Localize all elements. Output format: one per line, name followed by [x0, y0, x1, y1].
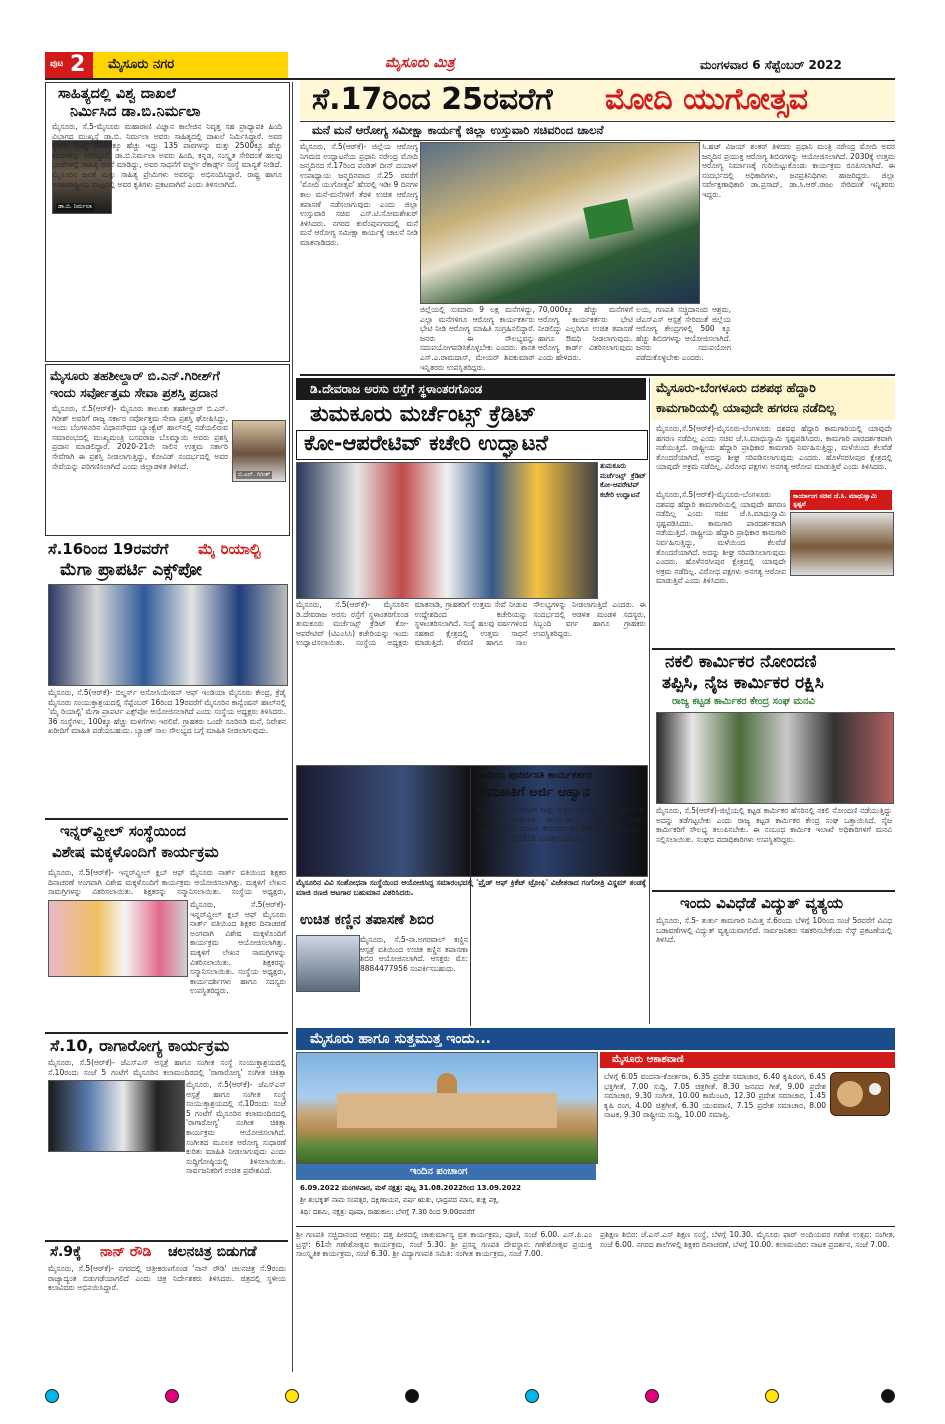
left-story4-body: ಮೈಸೂರು, ಸೆ.5(ಆರ್‌ಕೆ)- ಇನ್ನರ್‌ವ್ಹೀಲ್ ಕ್ಲಬ್ ಆಫ್ ಮೈಸೂರು ನಾರ್ತ್ ವತಿಯಿಂದ ಶಿಕ್ಷಕರ ದಿನಾಚರಣೆ ಅಂಗವಾಗಿ ವಿಶೇಷ ಮಕ್ಕಳೊಂದಿಗೆ ಕಾರ್ಯಕ್ರಮ ಆಯೋಜಿಸಲಾಗಿತ್ತು. ಮಕ್ಕಳಿಗೆ ಲೇಖನ ಸಾಮಗ್ರಿಗಳನ್ನು ವಿತರಿಸಲಾಯಿತು. ಶಿಕ್ಷಕರನ್ನು ಸನ್ಮಾನಿಸಲಾಯಿತು. ಸಂಸ್ಥೆಯ ಅಧ್ಯಕ್ಷರು, — [48, 868, 286, 897]
mid-story2-photo — [296, 935, 360, 992]
mid-story-headline1: ತುಮಕೂರು ಮರ್ಚೆಂಟ್ಸ್ ಕ್ರೆಡಿಟ್ — [310, 402, 537, 427]
left-story2-headline1: ಮೈಸೂರು ತಹಶೀಲ್ದಾರ್ ಬಿ.ಎನ್.ಗಿರೀಶ್‌ಗೆ — [50, 368, 220, 383]
section-name: ಮೈಸೂರು ನಗರ — [108, 57, 175, 72]
panchanga-line1: 6.09.2022 ಮಂಗಳವಾರ, ಮಳೆ ನಕ್ಷತ್ರ: ಪುಬ್ಬ 31.08.2022ರಿಂದ 13.09.2022 — [300, 1184, 522, 1192]
bottom-rule — [296, 1226, 895, 1227]
left-story5-photo — [48, 1080, 185, 1152]
left-story6-headline-red: ನಾನ್ ರೌಡಿ — [100, 1244, 152, 1260]
lead-col4: ಲಯ, ಗಣಪತಿ ಸಚ್ಚಿದಾನಂದ ಆಶ್ರಮ, ಜೆಎಸ್‌ಎಸ್ ಆಸ್ಪತ್ರೆ ಸೇರಿದಂತೆ ಜಿಲ್ಲೆಯ ಆರೋಗ್ಯ ಕೇಂದ್ರಗಳಲ್ಲಿ 500 ಕ್ಕೂ ಹೆಚ್ಚು ಶಿಬಿರಗಳನ್ನು ಆಯೋಜಿಸಲಾಗಿದೆ. ಜನರು ಸದುಪಯೋಗ ಪಡೆದುಕೊಳ್ಳಬೇಕು ಎಂದರು. — [636, 305, 731, 362]
paper-name: ಮೈಸೂರು ಮಿತ್ರ — [385, 55, 455, 71]
mid-story3-body: ಮೈಸೂರು, ಸೆ.5-ಮಹಿಳಾ ಮತ್ತು ಮಕ್ಕಳ ಅಭಿವೃದ್ಧಿ ಇಲಾಖೆ ವತಿಯಿಂದ ಗ್ರಾಮೀಣ ಪುನರ್ವಸತಿ ಕಾರ್ಯಕರ್ತರ ನೇಮಕಾತಿಗೆ ಅರ್ಜಿ ಆಹ್ವಾನಿಸಲಾಗಿದೆ. ಮಾಸಿಕ ಗೌರವಧನ ರೂ.6000 ನೀಡಲಾಗುವುದು. ಆಸಕ್ತರು ದೂ: 83829 ಸಂಪರ್ಕಿಸಬಹುದು. — [476, 805, 644, 843]
reg-mark-1 — [45, 1389, 59, 1403]
left-story5-rule — [45, 1032, 288, 1034]
right-story2-body: ಮೈಸೂರು, ಸೆ.5(ಆರ್‌ಕೆ)-ಜಿಲ್ಲೆಯಲ್ಲಿ ಕಟ್ಟಡ ಕಾರ್ಮಿಕರ ಹೆಸರಿನಲ್ಲಿ ನಕಲಿ ನೋಂದಣಿ ನಡೆಯುತ್ತಿದ್ದು ಅದನ್ನು ತಡೆಗಟ್ಟಬೇಕು ಎಂದು ರಾಜ್ಯ ಕಟ್ಟಡ ಕಾರ್ಮಿಕರ ಕೇಂದ್ರ ಸಂಘ ಒತ್ತಾಯಿಸಿದೆ. ನೈಜ ಕಾರ್ಮಿಕರಿಗೆ ಸೌಲಭ್ಯ ತಲುಪಿಸಬೇಕು. ಈ ಸಂಬಂಧ ಕಾರ್ಮಿಕ ಇಲಾಖೆ ಅಧಿಕಾರಿಗಳಿಗೆ ಮನವಿ ಸಲ್ಲಿಸಲಾಯಿತು. ಸಂಘದ ಪದಾಧಿಕಾರಿಗಳು ಉಪಸ್ಥಿತರಿದ್ದರು. — [656, 806, 892, 844]
reg-mark-3 — [285, 1389, 299, 1403]
lead-subhead: ಮನೆ ಮನೆ ಆರೋಗ್ಯ ಸಮೀಕ್ಷಾ ಕಾರ್ಯಕ್ಕೆ ಜಿಲ್ಲಾ ಉಸ್ತುವಾರಿ ಸಚಿವರಿಂದ ಚಾಲನೆ — [312, 123, 604, 137]
lead-bottom-rule — [300, 374, 895, 376]
right-story1-body-cont: ಮೈಸೂರು,ಸೆ.5(ಆರ್‌ಕೆ)-ಮೈಸೂರು-ಬೆಂಗಳೂರು ದಶಪಥ ಹೆದ್ದಾರಿ ಕಾಮಗಾರಿಯಲ್ಲಿ ಯಾವುದೇ ಹಗರಣ ನಡೆದಿಲ್ಲ ಎಂದು ಸಚಿವ ಜೆ.ಸಿ.ಮಾಧುಸ್ವಾಮಿ ಸ್ಪಷ್ಟಪಡಿಸಿದರು. ಕಾಮಗಾರಿ ಪಾರದರ್ಶಕವಾಗಿ ನಡೆಯುತ್ತಿದೆ. ರಾಷ್ಟ್ರೀಯ ಹೆದ್ದಾರಿ ಪ್ರಾಧಿಕಾರ ಕಾಮಗಾರಿ ನಿರ್ವಹಿಸುತ್ತಿದ್ದು, ಮಳೆಯಿಂದ ಕೆಲವೆಡೆ ತೊಂದರೆಯಾಗಿದೆ. ಅದನ್ನು ಶೀಘ್ರ ಸರಿಪಡಿಸಲಾಗುವುದು ಎಂದರು. ಹೊಳೆನರಸೀಪುರ ಕ್ಷೇತ್ರದಲ್ಲಿ ಯಾವುದೇ ಅಕ್ರಮ ನಡೆದಿಲ್ಲ. ವಿರೋಧ ಪಕ್ಷಗಳು ಅನಗತ್ಯ ಆರೋಪ ಮಾಡುತ್ತಿವೆ ಎಂದು ತಿಳಿಸಿದರು. — [656, 490, 786, 586]
mid-story-caption: ತುಮಕೂರು ಮರ್ಚೆಂಟ್ಸ್ ಕ್ರೆಡಿಟ್ ಕೋ-ಆಪರೇಟಿವ್ ಕಚೇರಿ ಉದ್ಘಾಟನೆ — [600, 462, 646, 499]
reg-mark-2 — [165, 1389, 179, 1403]
left-story2-headline2: ಇಂದು ಸರ್ವೋತ್ತಮ ಸೇವಾ ಪ್ರಶಸ್ತಿ ಪ್ರದಾನ — [50, 385, 218, 400]
radio-icon — [830, 1072, 890, 1116]
left-story5-headline: ಸೆ.10, ರಾಗಾರೋಗ್ಯ ಕಾರ್ಯಕ್ರಮ — [50, 1036, 230, 1055]
lead-photo — [420, 142, 700, 304]
page-number: 2 — [70, 52, 86, 77]
right-story3-body: ಮೈಸೂರು, ಸೆ.5- ತುರ್ತು ಕಾಮಗಾರಿ ನಿಮಿತ್ತ ಸೆ.6ರಂದು ಬೆಳಿಗ್ಗೆ 10ರಿಂದ ಸಂಜೆ 5ರವರೆಗೆ ವಿವಿಧ ಬಡಾವಣೆಗಳಲ್ಲಿ ವಿದ್ಯುತ್ ವ್ಯತ್ಯಯವಾಗಲಿದೆ. ಸಾರ್ವಜನಿಕರು ಸಹಕರಿಸಬೇಕೆಂದು ಸೆಸ್ಕ್ ಪ್ರಕಟಣೆಯಲ್ಲಿ ತಿಳಿಸಿದೆ. — [656, 916, 892, 945]
left-story2-photo-caption: ಬಿ.ಎನ್. ಗಿರೀಶ್ — [238, 471, 271, 478]
left-story1-photo-caption: ಡಾ.ಬಿ. ನಿರ್ಮಲಾ — [58, 203, 92, 210]
left-story4-headline1: ಇನ್ನರ್‌ವ್ಹೀಲ್ ಸಂಸ್ಥೆಯಿಂದ — [60, 822, 186, 840]
radio-title: ಮೈಸೂರು ಆಕಾಶವಾಣಿ — [612, 1054, 684, 1065]
bottom-left-col: ಶ್ರೀ ಗಣಪತಿ ಸಚ್ಚಿದಾನಂದ ಆಶ್ರಮ: ದತ್ತ ಪೀಠದಲ್ಲಿ ಚಾತುರ್ಮಾಸ್ಯ ವ್ರತ ಕಾರ್ಯಕ್ರಮ, ಪೂಜೆ, ಸಂಜೆ 6.00. ಎಸ್.ಪಿ.ಎಂ ಟ್ರಸ್ಟ್: 61ನೇ ಗಣೇಶೋತ್ಸವ ಕಾರ್ಯಕ್ರಮ, ಸಂಜೆ 5.30. ಶ್ರೀ ಪ್ರಸನ್ನ ಗಣಪತಿ ದೇವಸ್ಥಾನ: ಗಣೇಶೋತ್ಸವ ಪ್ರಯುಕ್ತ ಸಾಂಸ್ಕೃತಿಕ ಕಾರ್ಯಕ್ರಮ, ಸಂಜೆ 6.30. ಶ್ರೀ ವಿದ್ಯಾಗಣಪತಿ ಸಮಿತಿ: ಸಂಗೀತ ಕಾರ್ಯಕ್ರಮ, ಸಂಜೆ 7.00. — [296, 1230, 592, 1259]
lead-headline-red: ಮೋದಿ ಯುಗೋತ್ಸವ — [605, 82, 808, 117]
lead-col3: 70,000ಕ್ಕೂ ಹೆಚ್ಚು ಮನೆಗಳಿಗೆ ಆರೋಗ್ಯ ಕಾರ್ಯಕರ್ತರು ಭೇಟಿ ನೀಡಲಿದ್ದು ಎಲ್ಲರಿಗೂ ಉಚಿತ ತಪಾಸಣೆ ಹಾಗೂ ಔಷಧಿ ನೀಡಲಾಗುವುದು. ಆರೋಗ್ಯ ಕಾರ್ಡ್ ವಿತರಿಸಲಾಗುವುದು ಎಂದು ಹೇಳಿದರು. — [538, 305, 633, 362]
panchanga-title: ಇಂದಿನ ಪಂಚಾಂಗ — [410, 1166, 468, 1177]
reg-mark-8 — [881, 1389, 895, 1403]
left-story4-headline2: ವಿಶೇಷ ಮಕ್ಕಳೊಂದಿಗೆ ಕಾರ್ಯಕ್ರಮ — [52, 843, 219, 861]
palace-photo — [296, 1052, 598, 1164]
right-story1-photo — [790, 512, 894, 576]
right-story1-headline2: ಕಾಮಗಾರಿಯಲ್ಲಿ ಯಾವುದೇ ಹಗರಣ ನಡೆದಿಲ್ಲ — [656, 400, 836, 415]
left-story2-body: ಮೈಸೂರು, ಸೆ.5(ಆರ್‌ಕೆ)- ಮೈಸೂರು ತಾಲೂಕು ತಹಶೀಲ್ದಾರ್ ಬಿ.ಎನ್. ಗಿರೀಶ್ ಅವರಿಗೆ ರಾಜ್ಯ ಸರ್ಕಾರ ಸರ್ವೋತ್ತಮ ಸೇವಾ ಪ್ರಶಸ್ತಿ ಘೋಷಿಸಿದ್ದು, ಇಂದು ಬೆಂಗಳೂರಿನ ವಿಧಾನಸೌಧದ ಬ್ಯಾಂಕ್ವೆಟ್ ಹಾಲ್‌ನಲ್ಲಿ ನಡೆಯಲಿರುವ ಸಮಾರಂಭದಲ್ಲಿ ಮುಖ್ಯಮಂತ್ರಿ ಬಸವರಾಜ ಬೊಮ್ಮಾಯಿ ಅವರು ಪ್ರಶಸ್ತಿ ಪ್ರದಾನ ಮಾಡಲಿದ್ದಾರೆ. 2020-21ನೇ ಸಾಲಿನ ಉತ್ತಮ ಸರ್ಕಾರಿ ಸೇವೆಗಾಗಿ ಈ ಪ್ರಶಸ್ತಿ ನೀಡಲಾಗುತ್ತಿದ್ದು, ಕೋವಿಡ್ ಸಂದರ್ಭದಲ್ಲಿ ಅವರ ಸೇವೆಯನ್ನು ಪರಿಗಣಿಸಲಾಗಿದೆ ಎಂದು ಜಿಲ್ಲಾಡಳಿತ ತಿಳಿಸಿದೆ. — [52, 404, 228, 471]
right-story2-subhead: ರಾಜ್ಯ ಕಟ್ಟಡ ಕಾರ್ಮಿಕರ ಕೇಂದ್ರ ಸಂಘ ಮನವಿ — [672, 696, 815, 707]
mid-story3-headline1: ಗ್ರಾಮೀಣ ಪುನರ್ವಸತಿ ಕಾರ್ಯಕರ್ತರ — [476, 770, 592, 781]
panchanga-line2: ಶ್ರೀ ಶುಭಕೃತ್ ನಾಮ ಸಂವತ್ಸರ, ದಕ್ಷಿಣಾಯನ, ವರ್ಷ ಋತು, ಭಾದ್ರಪದ ಮಾಸ, ಶುಕ್ಲ ಪಕ್ಷ, — [300, 1196, 500, 1204]
left-story6-body: ಮೈಸೂರು, ಸೆ.5(ಆರ್‌ಕೆ)- ನಗರದಲ್ಲಿ ಚಿತ್ರೀಕರಣಗೊಂಡ 'ನಾನ್ ರೌಡಿ' ಚಲನಚಿತ್ರ ಸೆ.9ರಂದು ರಾಜ್ಯಾದ್ಯಂತ ಬಿಡುಗಡೆಯಾಗಲಿದೆ ಎಂದು ಚಿತ್ರ ನಿರ್ದೇಶಕರು ತಿಳಿಸಿದರು. ಚಿತ್ರದಲ್ಲಿ ಸ್ಥಳೀಯ ಕಲಾವಿದರು ಅಭಿನಯಿಸಿದ್ದಾರೆ. — [48, 1264, 286, 1293]
col-divider-left — [292, 82, 293, 1372]
left-story6-headline-black2: ಚಲನಚಿತ್ರ ಬಿಡುಗಡೆ — [168, 1244, 257, 1260]
left-story4-body-cont: ಮೈಸೂರು, ಸೆ.5(ಆರ್‌ಕೆ)- ಇನ್ನರ್‌ವ್ಹೀಲ್ ಕ್ಲಬ್ ಆಫ್ ಮೈಸೂರು ನಾರ್ತ್ ವತಿಯಿಂದ ಶಿಕ್ಷಕರ ದಿನಾಚರಣೆ ಅಂಗವಾಗಿ ವಿಶೇಷ ಮಕ್ಕಳೊಂದಿಗೆ ಕಾರ್ಯಕ್ರಮ ಆಯೋಜಿಸಲಾಗಿತ್ತು. ಮಕ್ಕಳಿಗೆ ಲೇಖನ ಸಾಮಗ್ರಿಗಳನ್ನು ವಿತರಿಸಲಾಯಿತು. ಶಿಕ್ಷಕರನ್ನು ಸನ್ಮಾನಿಸಲಾಯಿತು. ಸಂಸ್ಥೆಯ ಅಧ್ಯಕ್ಷರು, ಕಾರ್ಯದರ್ಶಿಗಳು ಹಾಗೂ ಸದಸ್ಯರು ಉಪಸ್ಥಿತರಿದ್ದರು. — [190, 900, 286, 996]
left-story1-body: ಮೈಸೂರು, ಸೆ.5-ಮೈಸೂರು ಮಹಾರಾಣಿ ವಿಜ್ಞಾನ ಕಾಲೇಜಿನ ನಿವೃತ್ತ ಸಹ ಪ್ರಾಧ್ಯಾಪಕಿ ಹಿಂದಿ ವಿಭಾಗದ ಮುಖ್ಯಸ್ಥೆ ಡಾ.ಬಿ. ನಿರ್ಮಲಾ ಅವರು ಸಾಹಿತ್ಯದಲ್ಲಿ ದಾಖಲೆ ನಿರ್ಮಿಸಿದ್ದಾರೆ. ಅವರ ಕೃತಿಗಳ ಸಂಖ್ಯೆ 1200ಕ್ಕೂ ಹೆಚ್ಚು ಇದ್ದು 135 ಪಾಠಗಳನ್ನು ಮತ್ತು 2500ಕ್ಕೂ ಹೆಚ್ಚು ಕವನಗಳನ್ನು ರಚಿಸಿದ್ದಾರೆ. ಡಾ.ಬಿ.ನಿರ್ಮಲಾ ಅವರು ಹಿಂದಿ, ಕನ್ನಡ, ಸಂಸ್ಕೃತ ಸೇರಿದಂತೆ ಹಲವು ಭಾಷೆಗಳಲ್ಲಿ ಸಾಹಿತ್ಯ ರಚನೆ ಮಾಡಿದ್ದು, ಅವರ ಸಾಧನೆಗೆ ವರ್ಲ್ಡ್ ರೆಕಾರ್ಡ್ಸ್ ಸಂಸ್ಥೆ ಮಾನ್ಯತೆ ನೀಡಿದೆ. ಮೈಸೂರಿನ ಜನತೆ ಮತ್ತು ಸಾಹಿತ್ಯ ಪ್ರೇಮಿಗಳು ಅವರನ್ನು ಅಭಿನಂದಿಸಿದ್ದಾರೆ. ರಾಷ್ಟ್ರ ಹಾಗೂ ಅಂತಾರಾಷ್ಟ್ರೀಯ ಮಟ್ಟದಲ್ಲಿ ಅವರ ಕೃತಿಗಳು ಪ್ರಕಟವಾಗಿವೆ ಎಂದು ತಿಳಿಸಲಾಗಿದೆ. — [52, 122, 282, 189]
left-story3-headline1-black: ಸೆ.16ರಿಂದ 19ರವರೆಗೆ — [48, 540, 169, 558]
print-color-strip — [45, 1390, 895, 1400]
left-story3-headline1-red: ಮೈ ರಿಯಾಲ್ಟಿ — [198, 540, 261, 558]
lead-col5: ಸಿ.ಹಚ್ ವಿಜಯ್ ಶಂಕರ್ ತಿಳಿದರು ಪ್ರಧಾನಿ ಮಂತ್ರಿ ನರೇಂದ್ರ ಮೋದಿ ಅವರ ಜನ್ಮದಿನ ಪ್ರಯುಕ್ತ ಆರೋಗ್ಯ ಶಿಬಿರಗಳನ್ನು ಆಯೋಜಿಸಲಾಗಿದೆ. 2030ಕ್ಕೆ ಉತ್ತಮ ಆರೋಗ್ಯ ನಿರ್ಮಾಣಕ್ಕೆ ಗುರಿಯಿಟ್ಟುಕೊಂಡು ಕಾರ್ಯಕ್ರಮ ರೂಪಿಸಲಾಗಿದೆ. ಈ ಸಂದರ್ಭದಲ್ಲಿ ಅಧಿಕಾರಿಗಳು, ಜನಪ್ರತಿನಿಧಿಗಳು ಹಾಜರಿದ್ದರು. ಜಿಲ್ಲಾ ಸರ್ವೇಕ್ಷಣಾಧಿಕಾರಿ ಡಾ.ಪ್ರಸಾದ್, ಡಾ.ಸಿ.ಆರ್.ರಾಜು ಸೇರಿದಂತೆ ಇನ್ನಿತರರು ಇದ್ದರು. — [702, 142, 895, 199]
reg-mark-5 — [525, 1389, 539, 1403]
left-story3-body: ಮೈಸೂರು, ಸೆ.5(ಆರ್‌ಕೆ)- ಬಿಲ್ಡರ್ಸ್ ಅಸೋಸಿಯೇಷನ್ ಆಫ್ ಇಂಡಿಯಾ ಮೈಸೂರು ಕೇಂದ್ರ, ಕ್ರೆಡೈ ಮೈಸೂರು ಸಂಯುಕ್ತಾಶ್ರಯದಲ್ಲಿ ಸೆಪ್ಟೆಂಬರ್ 16ರಿಂದ 19ರವರೆಗೆ ಮೈಸೂರಿನ ಕಾನ್ವೆಂಷನ್ ಹಾಲ್‌ನಲ್ಲಿ 'ಮೈ ರಿಯಾಲ್ಟಿ' ಮೆಗಾ ಪ್ರಾಪರ್ಟಿ ಎಕ್ಸ್‌ಪೋ ಆಯೋಜಿಸಲಾಗಿದೆ ಎಂದು ಸಂಸ್ಥೆಯ ಅಧ್ಯಕ್ಷರು ತಿಳಿಸಿದರು. 36 ಸಂಸ್ಥೆಗಳು, 100ಕ್ಕೂ ಹೆಚ್ಚು ಮಳಿಗೆಗಳು ಇರಲಿವೆ. ಗ್ರಾಹಕರು ಒಂದೇ ಸೂರಿನಡಿ ಮನೆ, ನಿವೇಶನ ಖರೀದಿಗೆ ಮಾಹಿತಿ ಪಡೆಯಬಹುದು. ಬ್ಯಾಂಕ್ ಸಾಲ ಸೌಲಭ್ಯದ ಬಗ್ಗೆ ಮಾಹಿತಿ ನೀಡಲಾಗುವುದು. — [48, 688, 286, 736]
right-story2-photo — [656, 712, 894, 804]
left-story4-rule — [45, 818, 288, 820]
page-label: ಪುಟ — [50, 59, 64, 69]
lead-col2: ಜಿಲ್ಲೆಯಲ್ಲಿ ಸುಮಾರು 9 ಲಕ್ಷ ಮನೆಗಳಿದ್ದು, ಎಲ್ಲಾ ಮನೆಗಳಿಗೂ ಆರೋಗ್ಯ ಕಾರ್ಯಕರ್ತರು ಭೇಟಿ ನೀಡಿ ಆರೋಗ್ಯ ಮಾಹಿತಿ ಸಂಗ್ರಹಿಸಲಿದ್ದಾರೆ. ಜನರು ಈ ಸೌಲಭ್ಯವನ್ನು ಸದುಪಯೋಗಪಡಿಸಿಕೊಳ್ಳಬೇಕು ಎಂದರು. ಶಾಸಕ ಎಸ್.ಎ.ರಾಮದಾಸ್, ಮೇಯರ್ ಶಿವಕುಮಾರ್ ಇನ್ನಿತರರು ಉಪಸ್ಥಿತರಿದ್ದರು. — [420, 305, 535, 372]
issue-date: ಮಂಗಳವಾರ 6 ಸೆಪ್ಟೆಂಬರ್ 2022 — [700, 58, 842, 72]
right-story2-rule — [652, 648, 895, 650]
reg-mark-7 — [765, 1389, 779, 1403]
mid-story-headline2: ಕೋ-ಆಪರೇಟಿವ್ ಕಚೇರಿ ಉದ್ಘಾಟನೆ — [304, 431, 548, 455]
left-story3-photo — [48, 584, 288, 686]
right-story1-headline1: ಮೈಸೂರು-ಬೆಂಗಳೂರು ದಶಪಥ ಹೆದ್ದಾರಿ — [656, 380, 816, 395]
mid-story-photo — [296, 462, 598, 599]
left-story5-body-cont: ಮೈಸೂರು, ಸೆ.5(ಆರ್‌ಕೆ)- ಜೆಎಸ್‌ಎಸ್ ಆಸ್ಪತ್ರೆ ಹಾಗೂ ಸಂಗೀತ ಸಂಸ್ಥೆ ಸಂಯುಕ್ತಾಶ್ರಯದಲ್ಲಿ ಸೆ.10ರಂದು ಸಂಜೆ 5 ಗಂಟೆಗೆ ಮೈಸೂರಿನ ಕಲಾಮಂದಿರದಲ್ಲಿ 'ರಾಗಾರೋಗ್ಯ' ಸಂಗೀತ ಚಿಕಿತ್ಸಾ ಕಾರ್ಯಕ್ರಮ ಆಯೋಜಿಸಲಾಗಿದೆ. ಸಂಗೀತದ ಮೂಲಕ ಆರೋಗ್ಯ ಸುಧಾರಣೆ ಕುರಿತು ಮಾಹಿತಿ ನೀಡಲಾಗುವುದು ಎಂದು ಸುದ್ದಿಗೋಷ್ಠಿಯಲ್ಲಿ ತಿಳಿಸಲಾಯಿತು. ಸಾರ್ವಜನಿಕರಿಗೆ ಉಚಿತ ಪ್ರವೇಶವಿದೆ. — [186, 1080, 286, 1176]
mid-story2-body: ಮೈಸೂರು, ಸೆ.5-ನಾ.ಅಗರವಾಲ್ ಕಣ್ಣಿನ ಆಸ್ಪತ್ರೆ ವತಿಯಿಂದ ಉಚಿತ ಕಣ್ಣಿನ ತಪಾಸಣಾ ಶಿಬಿರ ಆಯೋಜಿಸಲಾಗಿದೆ. ಆಸಕ್ತರು ಮೊ: 8884477956 ಸಂಪರ್ಕಿಸಬಹುದು. — [360, 935, 468, 973]
left-story6-rule — [45, 1240, 288, 1242]
panchanga-line3: ತಿಥಿ: ದಶಮಿ, ನಕ್ಷತ್ರ: ಪೂಷಾ, ರಾಹುಕಾಲ: ಬೆಳಗ್ಗೆ 7.30 ರಿಂದ 9.00ರವರೆಗೆ — [300, 1208, 475, 1216]
bottom-right-col: ಪ್ರಶಿಕ್ಷಣ ಶಿಬಿರ: ಜೆ.ಎಸ್.ಎಸ್ ಶಿಕ್ಷಣ ಸಂಸ್ಥೆ, ಬೆಳಗ್ಗೆ 10.30. ಮೈಸೂರು ಫಾರ್ ಅಂದಿಯವರ ಗಣೇಶ ಉತ್ಸವ: ಸಂಗೀತ, ಸಂಜೆ 6.00. ನಗರದ ಶಾಲೆಗಳಲ್ಲಿ ಶಿಕ್ಷಕರ ದಿನಾಚರಣೆ, ಬೆಳಗ್ಗೆ 10.00. ಕಲಾಮಂದಿರ: ನಾಟಕ ಪ್ರದರ್ಶನ, ಸಂಜೆ 7.00. — [600, 1230, 895, 1249]
cricket-caption: ಮೈಸೂರಿನ ವಿವಿ ಸಂಶೋಧನಾ ಸಂಸ್ಥೆಯಿಂದ ಆಯೋಜಿಸಿದ್ದ ಸಮಾರಂಭದಲ್ಲಿ 'ಪ್ರೈಡ್ ಆಫ್ ಕ್ರಿಕೆಟ್ ಟ್ರೋಫಿ' ವಿಜೇತರಾದ ಗಂಗೋತ್ರಿ ವಿಸ್ಡಮ್ ತಂಡಕ್ಕೆ ಮಾಜಿ ರಣಜಿ ಆಟಗಾರ ಬಹುಮಾನ ವಿತರಿಸಿದರು. — [296, 878, 646, 897]
lead-headline-black: ಸೆ.17ರಿಂದ 25ರವರೆಗೆ — [312, 82, 553, 117]
right-story1-body: ಮೈಸೂರು,ಸೆ.5(ಆರ್‌ಕೆ)-ಮೈಸೂರು-ಬೆಂಗಳೂರು ದಶಪಥ ಹೆದ್ದಾರಿ ಕಾಮಗಾರಿಯಲ್ಲಿ ಯಾವುದೇ ಹಗರಣ ನಡೆದಿಲ್ಲ ಎಂದು ಸಚಿವ ಜೆ.ಸಿ.ಮಾಧುಸ್ವಾಮಿ ಸ್ಪಷ್ಟಪಡಿಸಿದರು. ಕಾಮಗಾರಿ ಪಾರದರ್ಶಕವಾಗಿ ನಡೆಯುತ್ತಿದೆ. ರಾಷ್ಟ್ರೀಯ ಹೆದ್ದಾರಿ ಪ್ರಾಧಿಕಾರ ಕಾಮಗಾರಿ ನಿರ್ವಹಿಸುತ್ತಿದ್ದು, ಮಳೆಯಿಂದ ಕೆಲವೆಡೆ ತೊಂದರೆಯಾಗಿದೆ. ಅದನ್ನು ಶೀಘ್ರ ಸರಿಪಡಿಸಲಾಗುವುದು ಎಂದರು. ಹೊಳೆನರಸೀಪುರ ಕ್ಷೇತ್ರದಲ್ಲಿ ಯಾವುದೇ ಅಕ್ರಮ ನಡೆದಿಲ್ಲ. ವಿರೋಧ ಪಕ್ಷಗಳು ಅನಗತ್ಯ ಆರೋಪ ಮಾಡುತ್ತಿವೆ ಎಂದು ತಿಳಿಸಿದರು. — [656, 424, 892, 472]
bottom-banner: ಮೈಸೂರು ಹಾಗೂ ಸುತ್ತಮುತ್ತ ಇಂದು... — [310, 1031, 491, 1047]
mid-story3-headline2: ನೇಮಕಾತಿಗೆ ಅರ್ಜಿ ಆಹ್ವಾನ — [476, 785, 590, 800]
left-story5-body: ಮೈಸೂರು, ಸೆ.5(ಆರ್‌ಕೆ)- ಜೆಎಸ್‌ಎಸ್ ಆಸ್ಪತ್ರೆ ಹಾಗೂ ಸಂಗೀತ ಸಂಸ್ಥೆ ಸಂಯುಕ್ತಾಶ್ರಯದಲ್ಲಿ ಸೆ.10ರಂದು ಸಂಜೆ 5 ಗಂಟೆಗೆ ಮೈಸೂರಿನ ಕಲಾಮಂದಿರದಲ್ಲಿ 'ರಾಗಾರೋಗ್ಯ' ಸಂಗೀತ ಚಿಕಿತ್ಸಾ — [48, 1058, 286, 1077]
right-story2-headline2: ತಪ್ಪಿಸಿ, ನೈಜ ಕಾರ್ಮಿಕರ ರಕ್ಷಿಸಿ — [662, 673, 824, 693]
left-story6-headline-black: ಸೆ.9ಕ್ಕೆ — [50, 1244, 82, 1260]
right-story2-headline1: ನಕಲಿ ಕಾರ್ಮಿಕರ ನೋಂದಣಿ — [665, 652, 817, 672]
palace-dome — [437, 1073, 457, 1093]
left-story2-photo — [232, 420, 286, 482]
left-story4-photo — [48, 900, 188, 977]
left-story3-headline2: ಮೆಗಾ ಪ್ರಾಪರ್ಟಿ ಎಕ್ಸ್‌ಪೋ — [60, 560, 202, 580]
flag-shape — [583, 199, 634, 240]
right-story1-inset-text: ಕಾರ್ಯಾಂಗ ಸಚಿವ ಜೆ.ಸಿ. ಮಾಧುಸ್ವಾಮಿ ಸ್ಪಷ್ಟನೆ — [793, 492, 877, 508]
reg-mark-4 — [405, 1389, 419, 1403]
reg-mark-6 — [645, 1389, 659, 1403]
mid-story-body: ಮೈಸೂರು, ಸೆ.5(ಆರ್‌ಕೆ)- ಮೈಸೂರಿನ ಡಿ.ದೇವರಾಜ ಅರಸು ರಸ್ತೆಗೆ ಸ್ಥಳಾಂತರಗೊಂಡ ತುಮಕೂರು ಮರ್ಚೆಂಟ್ಸ್ ಕ್ರೆಡಿಟ್ ಕೋ-ಆಪರೇಟಿವ್ (ಟಿಎಂಸಿಸಿ) ಕಚೇರಿಯನ್ನು ಇಂದು ಉದ್ಘಾಟಿಸಲಾಯಿತು. ಸಂಸ್ಥೆಯ ಅಧ್ಯಕ್ಷರು ಮಾತನಾಡಿ, ಗ್ರಾಹಕರಿಗೆ ಉತ್ತಮ ಸೇವೆ ನೀಡುವ ಉದ್ದೇಶದಿಂದ ಕಚೇರಿಯನ್ನು ಸ್ಥಳಾಂತರಿಸಲಾಗಿದೆ. ಸಂಸ್ಥೆ ಹಲವು ವರ್ಷಗಳಿಂದ ಸಹಕಾರ ಕ್ಷೇತ್ರದಲ್ಲಿ ಉತ್ತಮ ಸಾಧನೆ ಮಾಡುತ್ತಿದೆ. ಠೇವಣಿ ಹಾಗೂ ಸಾಲ ಸೌಲಭ್ಯಗಳನ್ನು ನೀಡಲಾಗುತ್ತಿದೆ ಎಂದರು. ಈ ಸಂದರ್ಭದಲ್ಲಿ ಆಡಳಿತ ಮಂಡಳಿ ಸದಸ್ಯರು, ಸಿಬ್ಬಂದಿ ವರ್ಗ ಹಾಗೂ ಗ್ರಾಹಕರು ಉಪಸ್ಥಿತರಿದ್ದರು. — [296, 600, 646, 648]
palace-body — [337, 1093, 557, 1128]
radio-body: ಬೆಳಗ್ಗೆ 6.05 ವಂದನಾ-ಕೋರ್ತರಾ, 6.35 ಪ್ರದೇಶ ಸಮಾಚಾರ, 6.40 ಕೃಷಿರಂಗ, 6.45 ಭಕ್ತಿಗೀತೆ, 7.00 ಸುದ್ದಿ, 7.05 ಚಿತ್ರಗೀತೆ. 8.30 ಜನಪದ ಗೀತೆ, 9.00 ಪ್ರದೇಶ ಸಮಾಚಾರ, 9.30 ಸಂಗೀತ, 10.00 ಕಾಮೆಂಟರಿ, 12.30 ಪ್ರದೇಶ ಸಮಾಚಾರ, 1.45 ಕೃಷಿ ರಂಗ, 4.00 ಚಿತ್ರಗೀತೆ, 6.30 ಯುವವಾಣಿ, 7.15 ಪ್ರದೇಶ ಸಮಾಚಾರ, 8.00 ನಾಟಕ, 9.30 ರಾಷ್ಟ್ರೀಯ ಸುದ್ದಿ, 10.00 ಸಮಾಪ್ತಿ. — [604, 1072, 826, 1120]
right-story3-rule — [652, 890, 895, 892]
radio-dial — [869, 1083, 881, 1095]
radio-speaker — [837, 1081, 863, 1107]
mid-story2-headline: ಉಚಿತ ಕಣ್ಣಿನ ತಪಾಸಣೆ ಶಿಬಿರ — [300, 912, 434, 928]
lead-col1: ಮೈಸೂರು, ಸೆ.5(ಆರ್‌ಕೆ)- ಜಿಲ್ಲೆಯ ಆರೋಗ್ಯ ನಿಗಮದ ಉದ್ಘಾಟನೆಯ ಪ್ರಧಾನಿ ನರೇಂದ್ರ ಮೋದಿ ಜನ್ಮದಿನದ ಸೆ.17ರಿಂದ ಪಂಡಿತ್ ದೀನ್ ದಯಾಳ್ ಉಪಾಧ್ಯಾಯ ಜನ್ಮದಿನವಾದ ಸೆ.25 ರವರೆಗೆ 'ಮೋದಿ ಯುಗೋತ್ಸವ' ಹೆಸರಲ್ಲಿ ಇಡೀ 9 ದಿನಗಳ ಕಾಲ ಮನೆ-ಮನೆಗಳಿಗೆ ತೆರಳಿ ಉಚಿತ ಆರೋಗ್ಯ ತಪಾಸಣೆ ನಡೆಸಲಾಗುವುದು ಎಂದು ಜಿಲ್ಲಾ ಉಸ್ತುವಾರಿ ಸಚಿವ ಎಸ್.ಟಿ.ಸೋಮಶೇಖರ್ ತಿಳಿಸಿದರು. ನಗರದ ಕುವೆಂಪುನಗರದಲ್ಲಿ ಮನೆ ಮನೆ ಆರೋಗ್ಯ ಸಮೀಕ್ಷಾ ಕಾರ್ಯಕ್ಕೆ ಚಾಲನೆ ನೀಡಿ ಮಾತನಾಡಿದರು. — [300, 142, 418, 247]
mid-story-kicker: ಡಿ.ದೇವರಾಜ ಅರಸು ರಸ್ತೆಗೆ ಸ್ಥಳಾಂತರಗೊಂಡ — [310, 382, 483, 396]
left-story1-headline2: ನಿರ್ಮಿಸಿದ ಡಾ.ಬಿ.ನಿರ್ಮಲಾ — [70, 104, 201, 120]
left-story1-headline1: ಸಾಹಿತ್ಯದಲ್ಲಿ ವಿಶ್ವ ದಾಖಲೆ — [58, 86, 176, 102]
col-divider-right — [649, 378, 650, 1024]
right-story3-headline: ಇಂದು ವಿವಿಧೆಡೆ ವಿದ್ಯುತ್ ವ್ಯತ್ಯಯ — [680, 894, 844, 912]
